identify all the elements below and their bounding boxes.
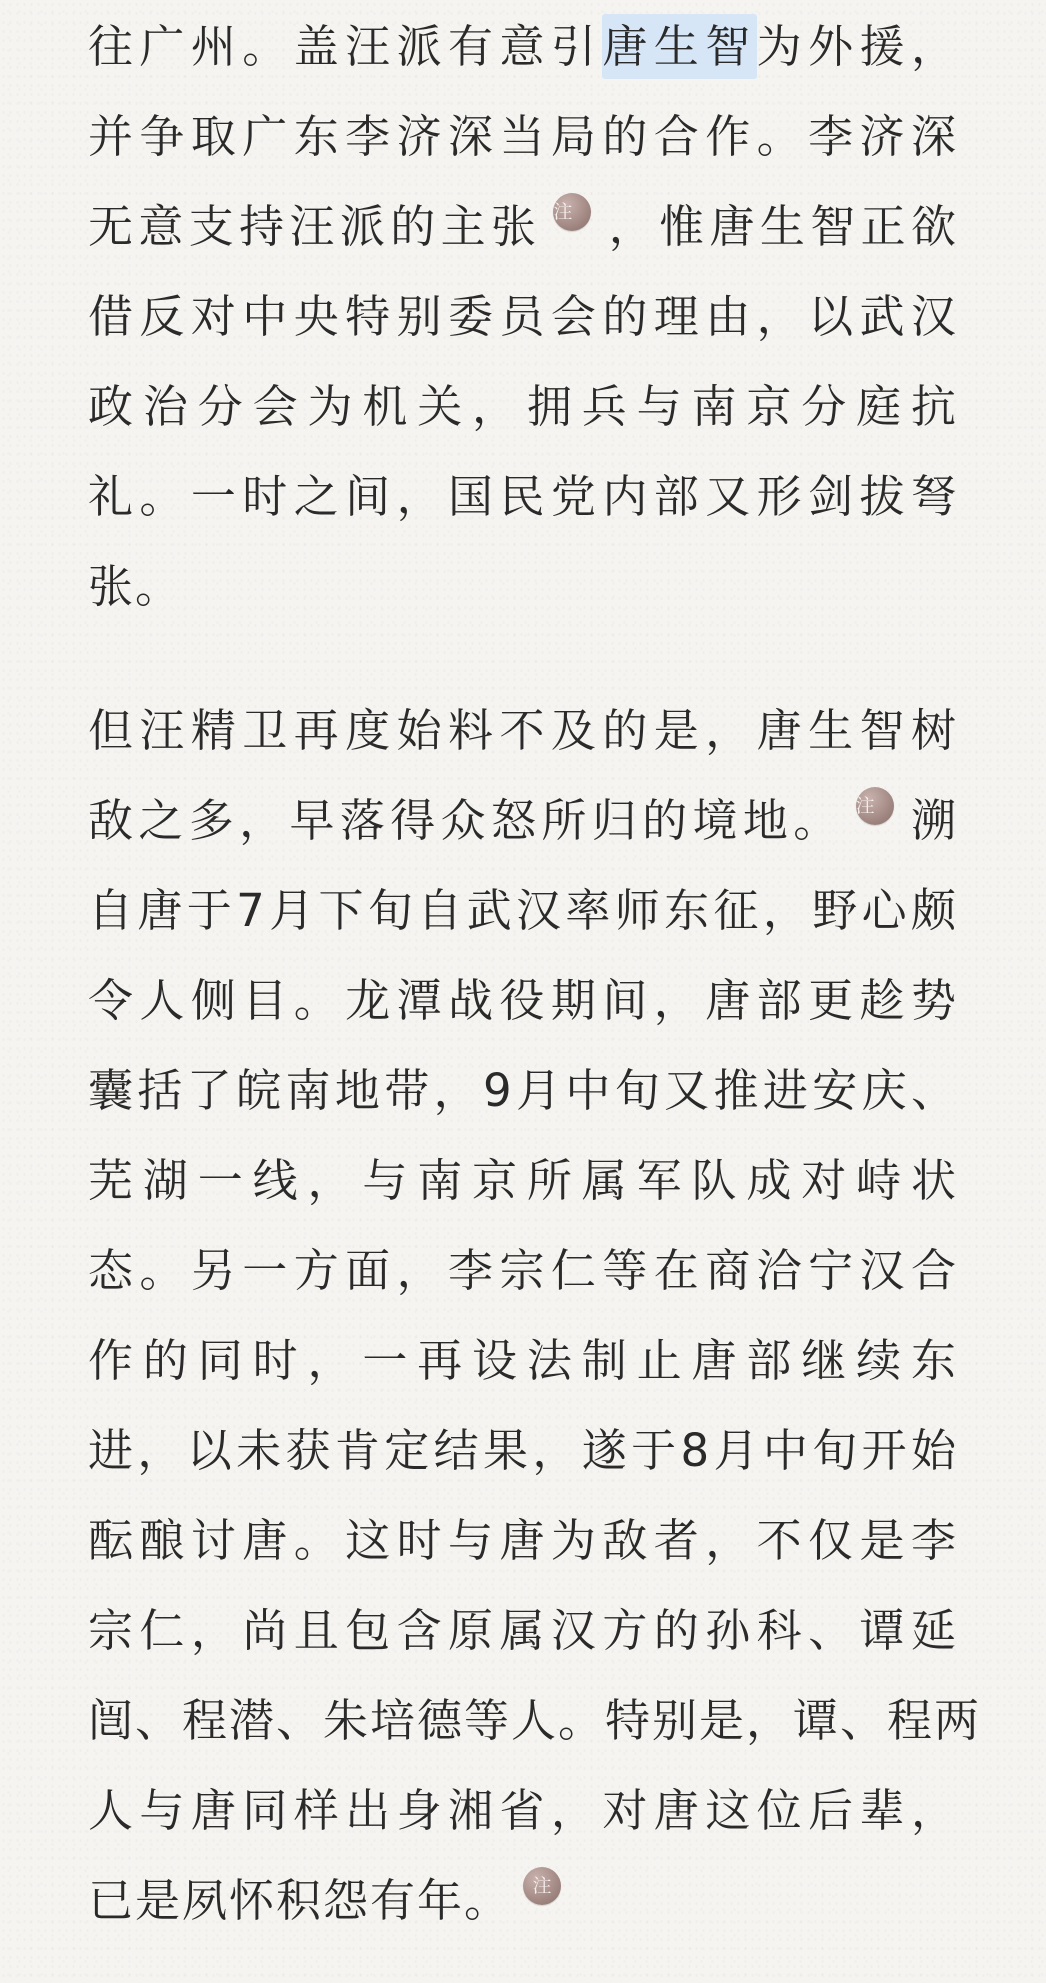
text-line bbox=[88, 182, 958, 272]
text-segment: 敌之多，早落得众怒所归的境地。 bbox=[88, 794, 844, 847]
text-line bbox=[88, 776, 958, 866]
text-line: 政治分会为机关，拥兵与南京分庭抗 bbox=[88, 380, 958, 433]
text-line: 态。另一方面，李宗仁等在商洽宁汉合 bbox=[88, 1244, 958, 1297]
text-line: 宗仁，尚且包含原属汉方的孙科、谭延 bbox=[88, 1604, 958, 1657]
text-segment: 为外援， bbox=[756, 20, 958, 73]
text-segment: 无意支持汪派的主张 bbox=[88, 200, 542, 253]
highlighted-text[interactable]: 唐生智 bbox=[602, 14, 756, 79]
text-line: 但汪精卫再度始料不及的是，唐生智树 bbox=[88, 704, 958, 757]
text-line bbox=[88, 1856, 575, 1946]
text-line: 人与唐同样出身湘省，对唐这位后辈， bbox=[88, 1784, 958, 1837]
text-line: 芜湖一线，与南京所属军队成对峙状 bbox=[88, 1154, 958, 1207]
text-line: 进，以未获肯定结果，遂于8月中旬开始 bbox=[88, 1424, 958, 1477]
text-line: 闿、程潜、朱培德等人。特别是，谭、程两 bbox=[88, 1694, 982, 1747]
text-line: 礼。一时之间，国民党内部又形剑拔弩 bbox=[88, 470, 958, 523]
annotation-note-icon[interactable]: 注 bbox=[523, 1867, 561, 1905]
text-segment: 往广州。盖汪派有意引 bbox=[88, 20, 603, 73]
text-line: 并争取广东李济深当局的合作。李济深 bbox=[88, 110, 958, 163]
text-segment: 已是夙怀积怨有年。 bbox=[88, 1874, 512, 1927]
text-line: 自唐于7月下旬自武汉率师东征，野心颇 bbox=[88, 884, 958, 937]
text-line: 作的同时，一再设法制止唐部继续东 bbox=[88, 1334, 958, 1387]
text-segment: ，惟唐生智正欲 bbox=[605, 200, 958, 253]
text-line: 张。 bbox=[88, 560, 183, 613]
annotation-note-icon[interactable]: 注 bbox=[553, 193, 591, 231]
text-line: 借反对中央特别委员会的理由，以武汉 bbox=[88, 290, 958, 343]
text-line: 囊括了皖南地带，9月中旬又推进安庆、 bbox=[88, 1064, 958, 1117]
text-line bbox=[88, 2, 958, 92]
text-segment: 溯 bbox=[907, 794, 958, 847]
text-line: 令人侧目。龙潭战役期间，唐部更趁势 bbox=[88, 974, 958, 1027]
annotation-note-icon[interactable]: 注 bbox=[856, 787, 894, 825]
text-line: 酝酿讨唐。这时与唐为敌者，不仅是李 bbox=[88, 1514, 958, 1567]
